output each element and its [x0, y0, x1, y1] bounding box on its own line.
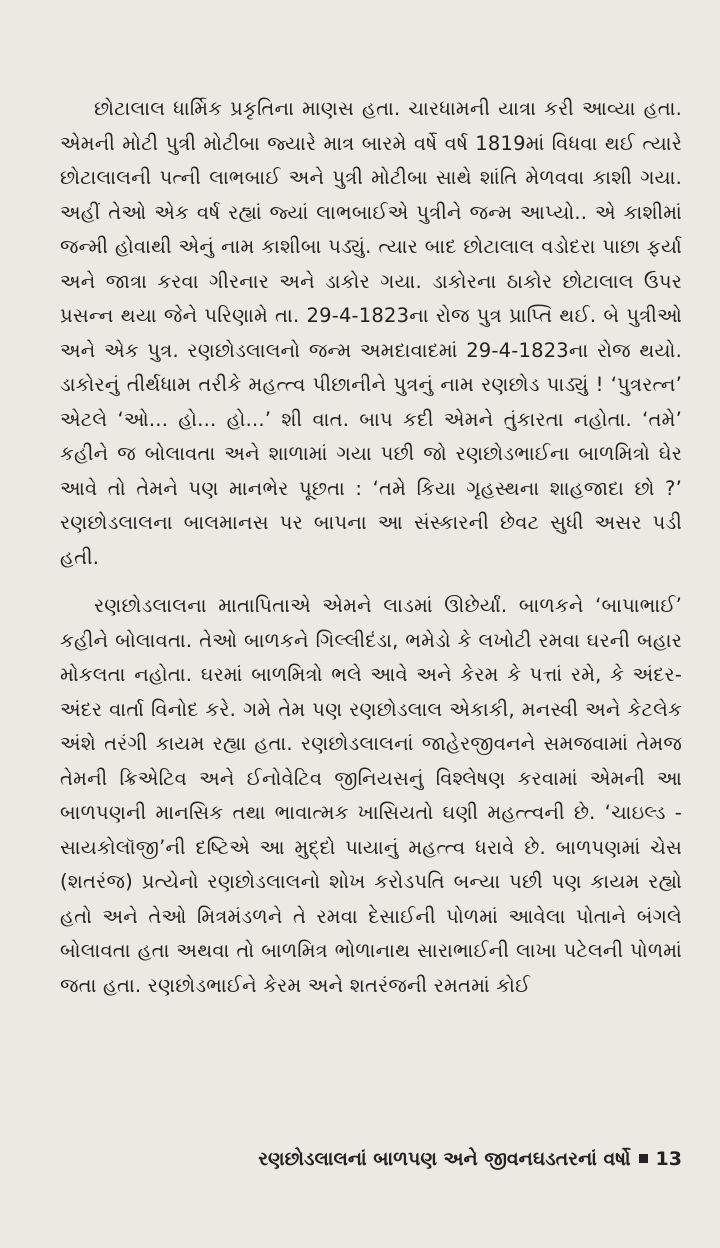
square-bullet-icon	[639, 1154, 648, 1163]
paragraph-2: રણછોડલાલના માતાપિતાએ એમને લાડમાં ઊછેર્યાં. બાળકને ‘બાપાભાઈ’ કહીને બોલાવતા. તેઓ બાળકને ગિલ્લીદંડા, ભમેડો કે લખોટી રમવા ઘરની બહાર મોકલતા નહોતા. ઘરમાં બાળમિત્રો ભલે આવે અને કેરમ કે પત્તાં રમે, કે અંદર-અંદર વાર્તા વિનોદ કરે. ગમે તેમ પણ રણછોડલાલ એકાકી, મનસ્વી અને કેટલેક અંશે તરંગી કાયમ રહ્યા હતા. રણછોડલાલનાં જાહેરજીવનને સમજવામાં તેમજ તેમની ક્રિએટિવ અને ઈનોવેટિવ જીનિયસનું વિશ્લેષણ કરવામાં એમની આ બાળપણની માનસિક તથા ભાવાત્મક ખાસિયતો ઘણી મહત્ત્વની છે. ‘ચાઇલ્ડ - સાયકોલૉજી’ની દષ્ટિએ આ મુદ્દો પાયાનું મહત્ત્વ ધરાવે છે. બાળપણમાં ચેસ (શતરંજ) પ્રત્યેનો રણછોડલાલનો શોખ કરોડપતિ બન્યા પછી પણ કાયમ રહ્યો હતો અને તેઓ મિત્રમંડળને તે રમવા દેસાઈની પોળમાં આવેલા પોતાને બંગલે બોલાવતા હતા અથવા તો બાળમિત્ર ભોળાનાથ સારાભાઈની લાખા પટેલની પોળમાં જતા હતા. રણછોડભાઈને કેરમ અને શતરંજની રમતમાં કોઈ	[60, 594, 682, 997]
chapter-title: રણછોડલાલનાં બાળપણ અને જીવનઘડતરનાં વર્ષો	[258, 1148, 631, 1170]
paragraph-1: છોટાલાલ ધાર્મિક પ્રકૃતિના માણસ હતા. ચારધામની યાત્રા કરી આવ્યા હતા. એમની મોટી પુત્રી મોટીબા જ્યારે માત્ર બારમે વર્ષે વર્ષ 1819માં વિધવા થઈ ત્યારે છોટાલાલની પત્ની લાભબાઈ અને પુત્રી મોટીબા સાથે શાંતિ મેળવવા કાશી ગયા. અહીં તેઓ એક વર્ષ રહ્યાં જ્યાં લાભબાઈએ પુત્રીને જન્મ આપ્યો.. એ કાશીમાં જન્મી હોવાથી એનું નામ કાશીબા પડ્યું. ત્યાર બાદ છોટાલાલ વડોદરા પાછા ફર્યા અને જાત્રા કરવા ગીરનાર અને ડાકોર ગયા. ડાકોરના ઠાકોર છોટાલાલ ઉપર પ્રસન્ન થયા જેને પરિણામે તા. 29-4-1823ના રોજ પુત્ર પ્રાપ્તિ થઈ. બે પુત્રીઓ અને એક પુત્ર. રણછોડલાલનો જન્મ અમદાવાદમાં 29-4-1823ના રોજ થયો. ડાકોરનું તીર્થધામ તરીકે મહત્ત્વ પીછાનીને પુત્રનું નામ રણછોડ પાડ્યું ! ‘પુત્રરત્ન’ એટલે ‘ઓ... હો... હો...’ શી વાત. બાપ કદી એમને તુંકારતા નહોતા. ‘તમે’ કહીને જ બોલાવતા અને શાળામાં ગયા પછી જો રણછોડભાઈના બાળમિત્રો ઘેર આવે તો તેમને પણ માનભેર પૂછતા : ‘તમે કિયા ગૃહસ્થના શાહજાદા છો ?’ રણછોડલાલના બાલમાનસ પર બાપના આ સંસ્કારની છેવટ સુધી અસર પડી હતી.	[60, 97, 682, 569]
running-footer	[0, 1148, 682, 1170]
page-number: 13	[655, 1148, 682, 1170]
